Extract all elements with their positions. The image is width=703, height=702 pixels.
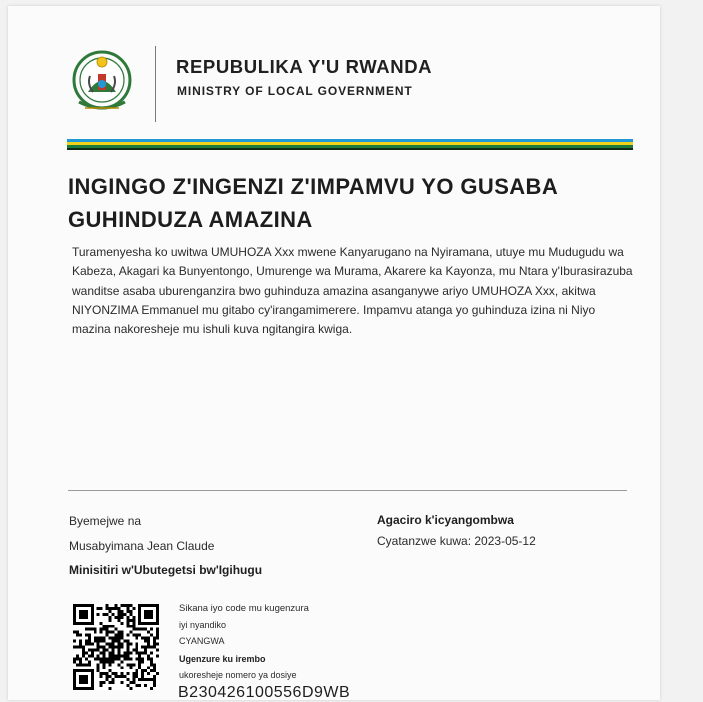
- ministry-heading: MINISTRY OF LOCAL GOVERNMENT: [177, 84, 413, 98]
- document-title: INGINGO Z'INGENZI Z'IMPAMVU YO GUSABA GUHINDUZA AMAZINA: [68, 174, 558, 232]
- file-number-instruction: ukoresheje nomero ya dosiye: [179, 670, 297, 680]
- flag-color-bar: [67, 139, 633, 151]
- scan-instruction: Sikana iyo code mu kugenzura: [179, 603, 309, 614]
- signatory-position: Minisitiri w'Ubutegetsi bw'Igihugu: [69, 563, 263, 577]
- verification-qr-code: [73, 604, 159, 690]
- section-divider: [68, 490, 627, 491]
- signatory-name: Musabyimana Jean Claude: [69, 539, 215, 553]
- header-divider: [155, 46, 156, 122]
- body-paragraph: Turamenyesha ko uwitwa UMUHOZA Xxx mwene Kanyarugano na Nyiramana, utuye mu Mudugudu wa Kabeza, Akagari ka Bunyentongo, Umurenge wa Murama, Akarere ka Kayonza, mu Ntara y'Iburasirazuba wanditse asaba uburenganzira bwo guhinduza amazina asanganywe ariyo UMUHOZA Xxx, akitwa NIYONZIMA Emmanuel mu gitabo cy'irangamimerere. Impamvu atanga yo guhinduza izina ni Niyo mazina nakoresheje mu ishuli kuva ngitangira kwiga.: [72, 245, 633, 337]
- validity-label: Agaciro k'icyangombwa: [377, 513, 514, 527]
- approved-by-label: Byemejwe na: [69, 514, 142, 528]
- file-reference-number: B230426100556D9WB: [178, 684, 351, 701]
- flag-shadow-stripe: [67, 148, 633, 150]
- irembo-instruction: Ugenzure ku irembo: [179, 654, 266, 664]
- rwanda-coat-of-arms-emblem: [71, 48, 133, 120]
- or-separator: CYANGWA: [179, 636, 225, 646]
- issue-date: Cyatanzwe kuwa: 2023-05-12: [377, 534, 536, 548]
- document-label: iyi nyandiko: [179, 620, 227, 630]
- country-heading: REPUBULIKA Y'U RWANDA: [176, 56, 433, 77]
